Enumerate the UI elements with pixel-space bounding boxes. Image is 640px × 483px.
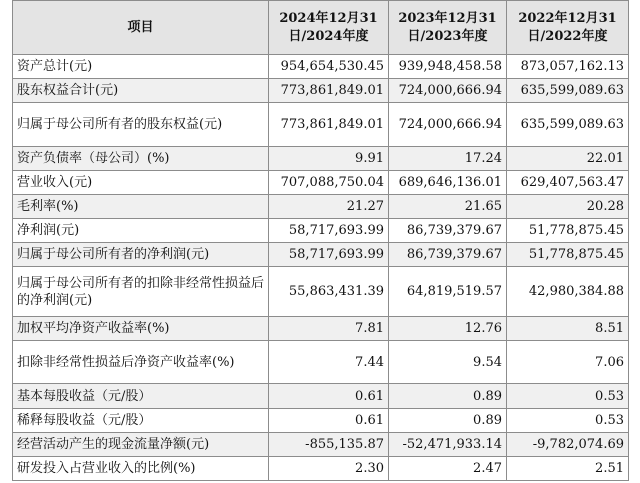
value-2023: 724,000,666.94	[389, 79, 507, 103]
table-row	[13, 267, 629, 316]
table-row	[13, 340, 629, 384]
row-label: 毛利率(%)	[13, 195, 269, 219]
table-row	[13, 432, 629, 456]
value-2022: 629,407,563.47	[507, 170, 629, 194]
value-2024: 9.91	[269, 146, 389, 170]
value-2023: 86,739,379.67	[389, 243, 507, 267]
table-body	[13, 55, 629, 481]
header-2024: 2024年12月31日/2024年度	[269, 1, 389, 55]
value-2022: 0.53	[507, 408, 629, 432]
value-2024: 55,863,431.39	[269, 267, 389, 316]
header-item: 项目	[13, 1, 269, 55]
table-row	[13, 195, 629, 219]
header-row	[13, 1, 629, 55]
row-label: 资产负债率（母公司）(%)	[13, 146, 269, 170]
value-2023: 724,000,666.94	[389, 103, 507, 147]
value-2022: -9,782,074.69	[507, 432, 629, 456]
row-label: 归属于母公司所有者的扣除非经常性损益后的净利润(元)	[13, 267, 269, 316]
value-2023: 21.65	[389, 195, 507, 219]
row-label: 加权平均净资产收益率(%)	[13, 316, 269, 340]
value-2023: 0.89	[389, 408, 507, 432]
financial-data-table	[12, 0, 629, 481]
value-2022: 22.01	[507, 146, 629, 170]
row-label: 研发投入占营业收入的比例(%)	[13, 456, 269, 480]
table-row	[13, 384, 629, 408]
row-label: 稀释每股收益（元/股）	[13, 408, 269, 432]
table-row	[13, 55, 629, 79]
value-2022: 873,057,162.13	[507, 55, 629, 79]
row-label: 归属于母公司所有者的净利润(元)	[13, 243, 269, 267]
value-2024: 707,088,750.04	[269, 170, 389, 194]
value-2023: 939,948,458.58	[389, 55, 507, 79]
value-2022: 2.51	[507, 456, 629, 480]
value-2023: 2.47	[389, 456, 507, 480]
value-2024: 7.81	[269, 316, 389, 340]
table-row	[13, 243, 629, 267]
value-2022: 8.51	[507, 316, 629, 340]
value-2024: -855,135.87	[269, 432, 389, 456]
table-row	[13, 316, 629, 340]
value-2023: -52,471,933.14	[389, 432, 507, 456]
value-2024: 58,717,693.99	[269, 219, 389, 243]
header-2023: 2023年12月31日/2023年度	[389, 1, 507, 55]
value-2024: 7.44	[269, 340, 389, 384]
value-2024: 58,717,693.99	[269, 243, 389, 267]
value-2022: 635,599,089.63	[507, 103, 629, 147]
row-label: 净利润(元)	[13, 219, 269, 243]
value-2022: 51,778,875.45	[507, 243, 629, 267]
row-label: 资产总计(元)	[13, 55, 269, 79]
table-row	[13, 219, 629, 243]
value-2023: 17.24	[389, 146, 507, 170]
table-row	[13, 146, 629, 170]
row-label: 扣除非经常性损益后净资产收益率(%)	[13, 340, 269, 384]
row-label: 营业收入(元)	[13, 170, 269, 194]
value-2022: 20.28	[507, 195, 629, 219]
value-2022: 51,778,875.45	[507, 219, 629, 243]
value-2022: 635,599,089.63	[507, 79, 629, 103]
value-2024: 773,861,849.01	[269, 79, 389, 103]
row-label: 经营活动产生的现金流量净额(元)	[13, 432, 269, 456]
value-2024: 954,654,530.45	[269, 55, 389, 79]
value-2022: 7.06	[507, 340, 629, 384]
table-row	[13, 170, 629, 194]
value-2022: 0.53	[507, 384, 629, 408]
value-2023: 86,739,379.67	[389, 219, 507, 243]
value-2023: 689,646,136.01	[389, 170, 507, 194]
table-row	[13, 456, 629, 480]
value-2024: 0.61	[269, 384, 389, 408]
table-row	[13, 408, 629, 432]
value-2023: 9.54	[389, 340, 507, 384]
value-2024: 21.27	[269, 195, 389, 219]
value-2024: 0.61	[269, 408, 389, 432]
row-label: 归属于母公司所有者的股东权益(元)	[13, 103, 269, 147]
table-row	[13, 79, 629, 103]
value-2023: 64,819,519.57	[389, 267, 507, 316]
value-2022: 42,980,384.88	[507, 267, 629, 316]
value-2024: 773,861,849.01	[269, 103, 389, 147]
value-2024: 2.30	[269, 456, 389, 480]
value-2023: 12.76	[389, 316, 507, 340]
table-row	[13, 103, 629, 147]
row-label: 股东权益合计(元)	[13, 79, 269, 103]
value-2023: 0.89	[389, 384, 507, 408]
row-label: 基本每股收益（元/股）	[13, 384, 269, 408]
header-2022: 2022年12月31日/2022年度	[507, 1, 629, 55]
